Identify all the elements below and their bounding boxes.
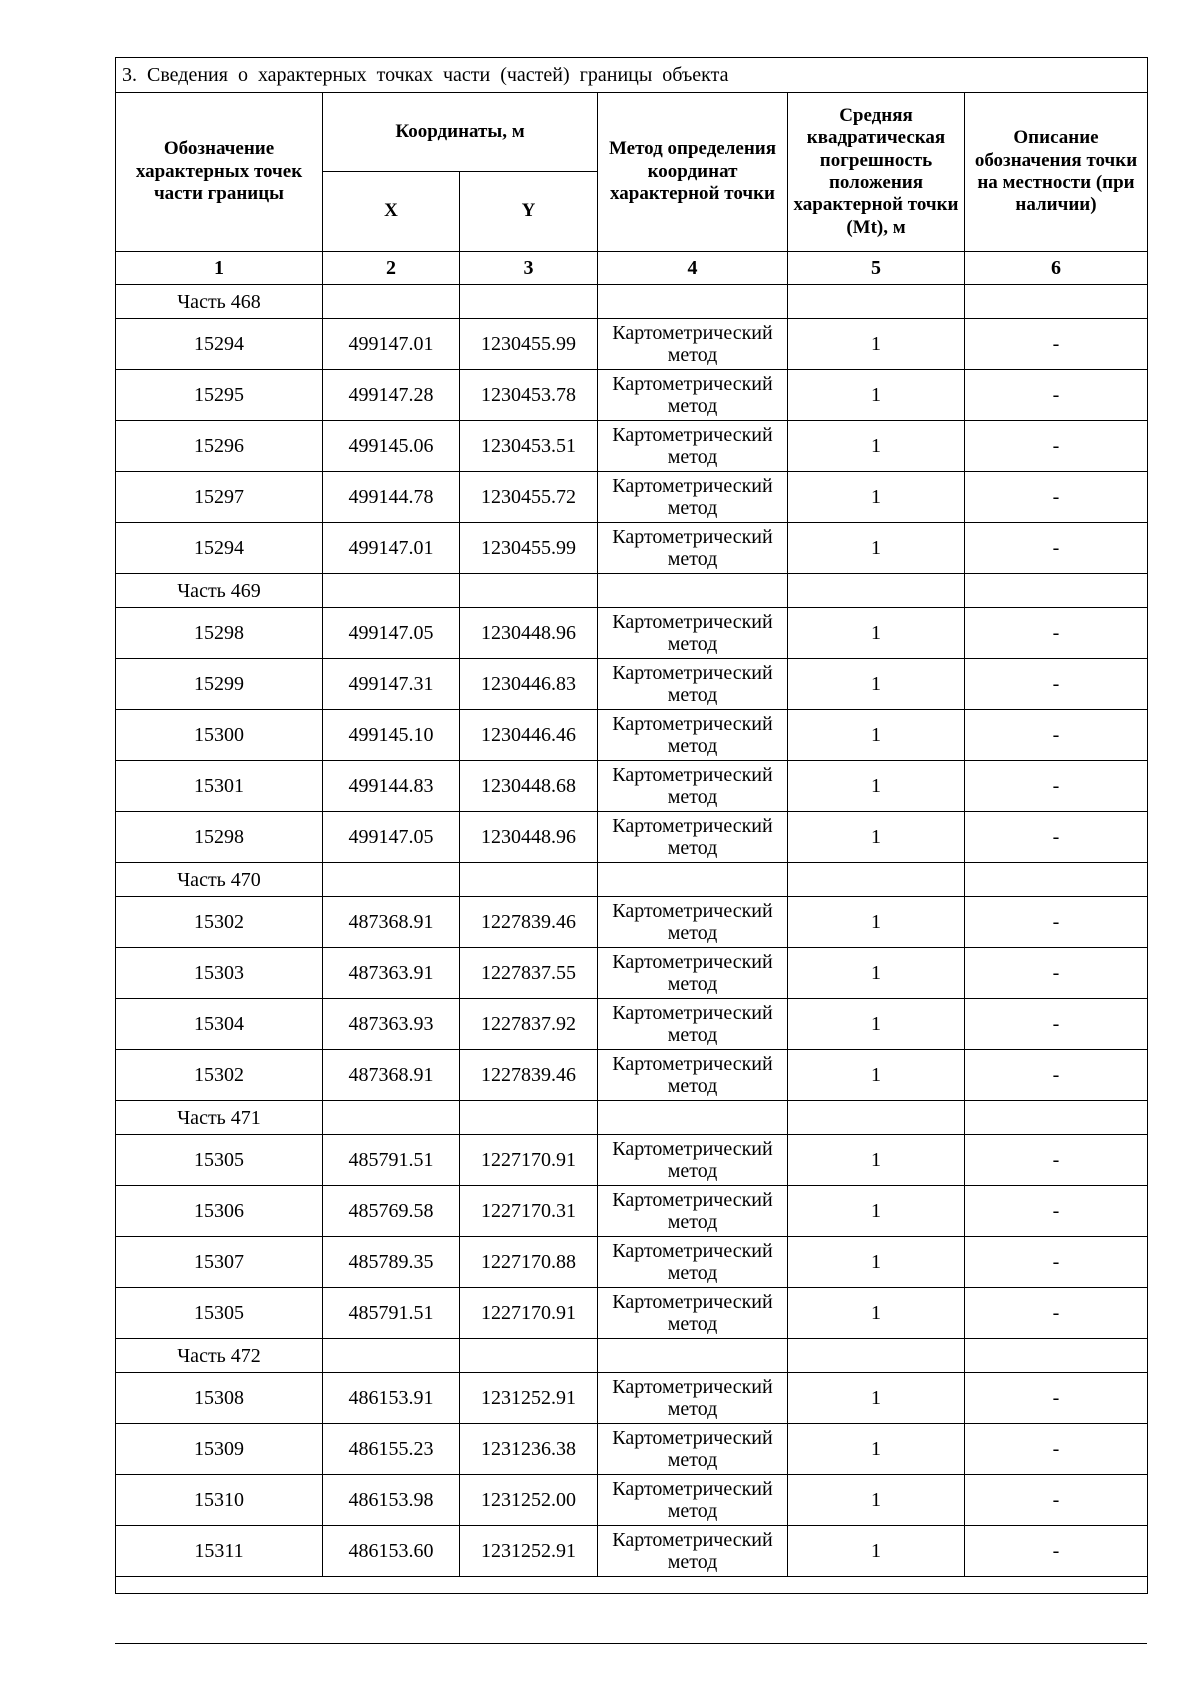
description-cell: - — [965, 1475, 1148, 1526]
column-number: 6 — [965, 252, 1148, 285]
empty-cell — [965, 574, 1148, 608]
point-cell: 15308 — [116, 1373, 323, 1424]
point-cell: 15294 — [116, 523, 323, 574]
error-cell: 1 — [788, 1186, 965, 1237]
header-coordinates: Координаты, м — [323, 93, 598, 172]
empty-cell — [788, 863, 965, 897]
point-cell: 15306 — [116, 1186, 323, 1237]
part-header-row — [116, 1101, 1148, 1135]
x-cell: 499144.83 — [323, 761, 460, 812]
method-cell: Картометрический метод — [598, 1237, 788, 1288]
header-x: X — [323, 172, 460, 252]
boundary-points-table — [115, 57, 1148, 1594]
empty-cell — [323, 863, 460, 897]
table-row — [116, 421, 1148, 472]
point-cell: 15309 — [116, 1424, 323, 1475]
description-cell: - — [965, 319, 1148, 370]
empty-cell — [460, 1101, 598, 1135]
footer-divider — [115, 1643, 1147, 1644]
point-cell: 15300 — [116, 710, 323, 761]
error-cell: 1 — [788, 523, 965, 574]
description-cell: - — [965, 1050, 1148, 1101]
table-row — [116, 472, 1148, 523]
error-cell: 1 — [788, 710, 965, 761]
empty-cell — [323, 574, 460, 608]
x-cell: 487368.91 — [323, 897, 460, 948]
method-cell: Картометрический метод — [598, 370, 788, 421]
header-error: Средняя квадратическая погрешность положения характерной точки (Mt), м — [788, 93, 965, 252]
table-row — [116, 1475, 1148, 1526]
description-cell: - — [965, 999, 1148, 1050]
description-cell: - — [965, 1135, 1148, 1186]
description-cell: - — [965, 1526, 1148, 1577]
x-cell: 499144.78 — [323, 472, 460, 523]
description-cell: - — [965, 608, 1148, 659]
method-cell: Картометрический метод — [598, 1373, 788, 1424]
header-description: Описание обозначения точки на местности (при наличии) — [965, 93, 1148, 252]
empty-cell — [788, 1101, 965, 1135]
empty-cell — [598, 1339, 788, 1373]
description-cell: - — [965, 1424, 1148, 1475]
point-cell: 15296 — [116, 421, 323, 472]
y-cell: 1230446.46 — [460, 710, 598, 761]
empty-cell — [965, 1101, 1148, 1135]
y-cell: 1231252.00 — [460, 1475, 598, 1526]
y-cell: 1230453.51 — [460, 421, 598, 472]
part-label: Часть 471 — [116, 1101, 323, 1135]
point-cell: 15311 — [116, 1526, 323, 1577]
point-cell: 15303 — [116, 948, 323, 999]
error-cell: 1 — [788, 812, 965, 863]
header-designation: Обозначение характерных точек части границы — [116, 93, 323, 252]
method-cell: Картометрический метод — [598, 523, 788, 574]
table-row — [116, 812, 1148, 863]
table-row — [116, 370, 1148, 421]
method-cell: Картометрический метод — [598, 1288, 788, 1339]
point-cell: 15294 — [116, 319, 323, 370]
table-row — [116, 1135, 1148, 1186]
y-cell: 1231252.91 — [460, 1373, 598, 1424]
table-row — [116, 761, 1148, 812]
x-cell: 486153.98 — [323, 1475, 460, 1526]
y-cell: 1227839.46 — [460, 897, 598, 948]
y-cell: 1230455.99 — [460, 319, 598, 370]
empty-cell — [598, 1101, 788, 1135]
method-cell: Картометрический метод — [598, 999, 788, 1050]
y-cell: 1230448.96 — [460, 608, 598, 659]
y-cell: 1231236.38 — [460, 1424, 598, 1475]
error-cell: 1 — [788, 1135, 965, 1186]
error-cell: 1 — [788, 421, 965, 472]
x-cell: 486153.91 — [323, 1373, 460, 1424]
table-row — [116, 608, 1148, 659]
table-row — [116, 1526, 1148, 1577]
column-number: 3 — [460, 252, 598, 285]
part-label: Часть 472 — [116, 1339, 323, 1373]
method-cell: Картометрический метод — [598, 761, 788, 812]
y-cell: 1230446.83 — [460, 659, 598, 710]
x-cell: 499147.28 — [323, 370, 460, 421]
error-cell: 1 — [788, 370, 965, 421]
empty-cell — [598, 574, 788, 608]
empty-cell — [965, 285, 1148, 319]
description-cell: - — [965, 897, 1148, 948]
error-cell: 1 — [788, 1424, 965, 1475]
method-cell: Картометрический метод — [598, 1135, 788, 1186]
error-cell: 1 — [788, 319, 965, 370]
part-header-row — [116, 1339, 1148, 1373]
method-cell: Картометрический метод — [598, 472, 788, 523]
error-cell: 1 — [788, 472, 965, 523]
description-cell: - — [965, 370, 1148, 421]
method-cell: Картометрический метод — [598, 1424, 788, 1475]
method-cell: Картометрический метод — [598, 897, 788, 948]
table-row — [116, 1373, 1148, 1424]
description-cell: - — [965, 1186, 1148, 1237]
table-row — [116, 1186, 1148, 1237]
point-cell: 15307 — [116, 1237, 323, 1288]
empty-cell — [788, 574, 965, 608]
error-cell: 1 — [788, 1475, 965, 1526]
table-tail-row — [116, 1577, 1148, 1594]
error-cell: 1 — [788, 1237, 965, 1288]
part-label: Часть 468 — [116, 285, 323, 319]
point-cell: 15298 — [116, 608, 323, 659]
description-cell: - — [965, 1373, 1148, 1424]
point-cell: 15302 — [116, 897, 323, 948]
y-cell: 1230455.99 — [460, 523, 598, 574]
y-cell: 1227170.31 — [460, 1186, 598, 1237]
empty-cell — [460, 285, 598, 319]
description-cell: - — [965, 812, 1148, 863]
point-cell: 15305 — [116, 1135, 323, 1186]
point-cell: 15304 — [116, 999, 323, 1050]
error-cell: 1 — [788, 1526, 965, 1577]
empty-cell — [460, 1339, 598, 1373]
method-cell: Картометрический метод — [598, 319, 788, 370]
error-cell: 1 — [788, 608, 965, 659]
point-cell: 15310 — [116, 1475, 323, 1526]
point-cell: 15298 — [116, 812, 323, 863]
y-cell: 1230448.96 — [460, 812, 598, 863]
empty-cell — [460, 863, 598, 897]
error-cell: 1 — [788, 659, 965, 710]
x-cell: 499147.01 — [323, 319, 460, 370]
y-cell: 1227837.92 — [460, 999, 598, 1050]
x-cell: 487363.93 — [323, 999, 460, 1050]
x-cell: 499147.31 — [323, 659, 460, 710]
description-cell: - — [965, 472, 1148, 523]
x-cell: 487368.91 — [323, 1050, 460, 1101]
table-row — [116, 1288, 1148, 1339]
x-cell: 499145.06 — [323, 421, 460, 472]
empty-cell — [598, 863, 788, 897]
point-cell: 15299 — [116, 659, 323, 710]
description-cell: - — [965, 710, 1148, 761]
point-cell: 15302 — [116, 1050, 323, 1101]
section-title: 3. Сведения о характерных точках части (частей) границы объекта — [116, 58, 1148, 93]
y-cell: 1231252.91 — [460, 1526, 598, 1577]
point-cell: 15297 — [116, 472, 323, 523]
empty-cell — [965, 863, 1148, 897]
y-cell: 1230453.78 — [460, 370, 598, 421]
y-cell: 1227170.88 — [460, 1237, 598, 1288]
y-cell: 1227839.46 — [460, 1050, 598, 1101]
part-header-row — [116, 863, 1148, 897]
error-cell: 1 — [788, 1050, 965, 1101]
empty-cell — [460, 574, 598, 608]
method-cell: Картометрический метод — [598, 812, 788, 863]
empty-cell — [788, 1339, 965, 1373]
table-row — [116, 1237, 1148, 1288]
column-number: 4 — [598, 252, 788, 285]
table-row — [116, 948, 1148, 999]
table-row — [116, 1050, 1148, 1101]
y-cell: 1227170.91 — [460, 1135, 598, 1186]
part-label: Часть 470 — [116, 863, 323, 897]
empty-cell — [598, 285, 788, 319]
table-row — [116, 523, 1148, 574]
description-cell: - — [965, 1288, 1148, 1339]
x-cell: 486155.23 — [323, 1424, 460, 1475]
empty-cell — [323, 1339, 460, 1373]
method-cell: Картометрический метод — [598, 608, 788, 659]
description-cell: - — [965, 659, 1148, 710]
description-cell: - — [965, 948, 1148, 999]
x-cell: 485769.58 — [323, 1186, 460, 1237]
y-cell: 1230448.68 — [460, 761, 598, 812]
x-cell: 499147.05 — [323, 608, 460, 659]
error-cell: 1 — [788, 761, 965, 812]
description-cell: - — [965, 523, 1148, 574]
empty-cell — [323, 285, 460, 319]
table-row — [116, 659, 1148, 710]
point-cell: 15295 — [116, 370, 323, 421]
x-cell: 485791.51 — [323, 1135, 460, 1186]
error-cell: 1 — [788, 1288, 965, 1339]
y-cell: 1227170.91 — [460, 1288, 598, 1339]
x-cell: 486153.60 — [323, 1526, 460, 1577]
table-row — [116, 319, 1148, 370]
x-cell: 499147.05 — [323, 812, 460, 863]
method-cell: Картометрический метод — [598, 1475, 788, 1526]
method-cell: Картометрический метод — [598, 421, 788, 472]
table-row — [116, 999, 1148, 1050]
method-cell: Картометрический метод — [598, 1050, 788, 1101]
x-cell: 487363.91 — [323, 948, 460, 999]
error-cell: 1 — [788, 999, 965, 1050]
table-tail-cell — [116, 1577, 1148, 1594]
description-cell: - — [965, 761, 1148, 812]
column-number: 5 — [788, 252, 965, 285]
method-cell: Картометрический метод — [598, 1186, 788, 1237]
y-cell: 1227837.55 — [460, 948, 598, 999]
description-cell: - — [965, 1237, 1148, 1288]
method-cell: Картометрический метод — [598, 1526, 788, 1577]
x-cell: 485791.51 — [323, 1288, 460, 1339]
x-cell: 499147.01 — [323, 523, 460, 574]
method-cell: Картометрический метод — [598, 659, 788, 710]
empty-cell — [323, 1101, 460, 1135]
part-header-row — [116, 574, 1148, 608]
empty-cell — [965, 1339, 1148, 1373]
column-number: 1 — [116, 252, 323, 285]
error-cell: 1 — [788, 948, 965, 999]
point-cell: 15301 — [116, 761, 323, 812]
part-header-row — [116, 285, 1148, 319]
table-row — [116, 1424, 1148, 1475]
error-cell: 1 — [788, 1373, 965, 1424]
table-row — [116, 710, 1148, 761]
method-cell: Картометрический метод — [598, 710, 788, 761]
y-cell: 1230455.72 — [460, 472, 598, 523]
table-body — [116, 285, 1148, 1577]
description-cell: - — [965, 421, 1148, 472]
x-cell: 485789.35 — [323, 1237, 460, 1288]
header-y: Y — [460, 172, 598, 252]
point-cell: 15305 — [116, 1288, 323, 1339]
table-row — [116, 897, 1148, 948]
method-cell: Картометрический метод — [598, 948, 788, 999]
column-number: 2 — [323, 252, 460, 285]
x-cell: 499145.10 — [323, 710, 460, 761]
part-label: Часть 469 — [116, 574, 323, 608]
empty-cell — [788, 285, 965, 319]
header-method: Метод определения координат характерной точки — [598, 93, 788, 252]
error-cell: 1 — [788, 897, 965, 948]
